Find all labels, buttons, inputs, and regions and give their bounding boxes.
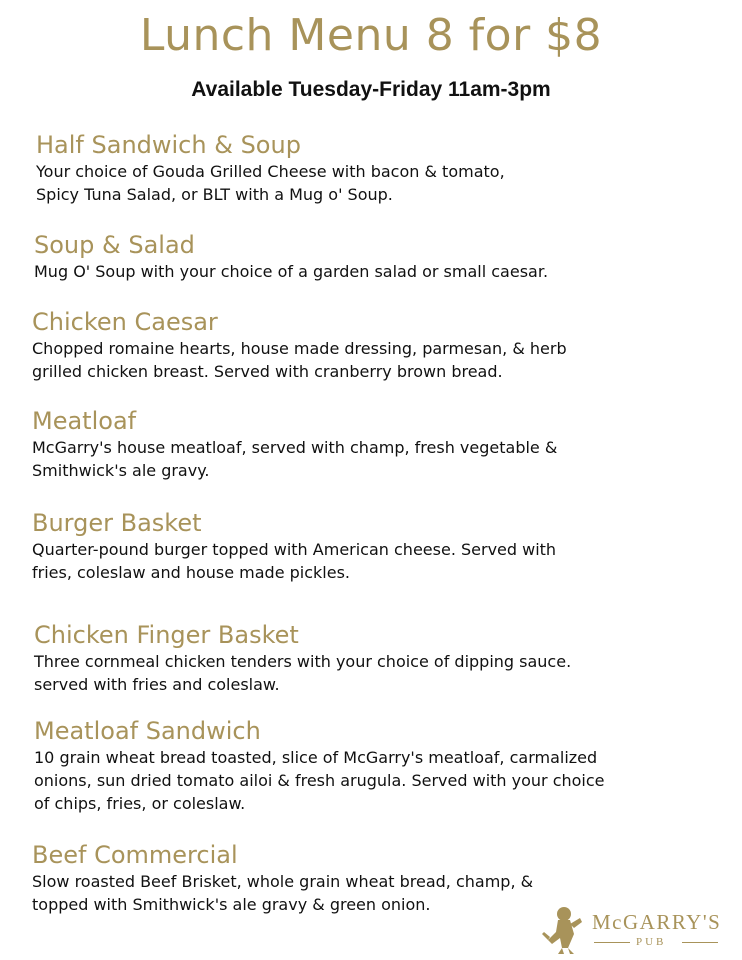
menu-item (36, 130, 505, 206)
availability-text: Available Tuesday-Friday 11am-3pm (191, 78, 551, 101)
item-name: Beef Commercial (32, 841, 238, 869)
logo-name: McGARRY'S (592, 910, 722, 934)
item-description: McGarry's house meatloaf, served with champ, fresh vegetable & Smithwick's ale gravy. (32, 438, 558, 480)
menu-item (32, 406, 557, 482)
menu-item (32, 840, 533, 916)
item-name: Soup & Salad (34, 231, 195, 259)
item-description: Three cornmeal chicken tenders with your choice of dipping sauce. served with fries and coleslaw. (34, 652, 572, 694)
menu-item (34, 620, 571, 696)
item-name: Meatloaf (32, 407, 137, 435)
item-description: 10 grain wheat bread toasted, slice of McGarry's meatloaf, carmalized onions, sun dried tomato ailoi & fresh arugula. Served with your choice of chips, fries, or coleslaw. (34, 748, 605, 813)
lion-icon (540, 904, 586, 956)
logo-rule-right (682, 942, 718, 943)
item-description: Quarter-pound burger topped with American cheese. Served with fries, coleslaw and house made pickles. (32, 540, 557, 582)
item-name: Chicken Caesar (32, 308, 218, 336)
menu-item (32, 508, 556, 584)
item-name: Chicken Finger Basket (34, 621, 299, 649)
menu-title: Lunch Menu 8 for $8 (139, 10, 603, 61)
item-name: Meatloaf Sandwich (34, 717, 261, 745)
item-description: Mug O' Soup with your choice of a garden salad or small caesar. (34, 262, 549, 281)
item-name: Burger Basket (32, 509, 202, 537)
menu-item (34, 716, 605, 815)
item-description: Slow roasted Beef Brisket, whole grain wheat bread, champ, & topped with Smithwick's ale gravy & green onion. (32, 872, 534, 914)
logo-sub: PUB (636, 936, 667, 948)
pub-logo (540, 904, 736, 956)
logo-rule-left (594, 942, 630, 943)
item-description: Chopped romaine hearts, house made dressing, parmesan, & herb grilled chicken breast. Served with cranberry brown bread. (32, 339, 567, 381)
item-description: Your choice of Gouda Grilled Cheese with bacon & tomato, Spicy Tuna Salad, or BLT with a Mug o' Soup. (36, 162, 505, 204)
menu-item (34, 230, 548, 283)
item-name: Half Sandwich & Soup (36, 131, 301, 159)
menu-item (32, 307, 567, 383)
